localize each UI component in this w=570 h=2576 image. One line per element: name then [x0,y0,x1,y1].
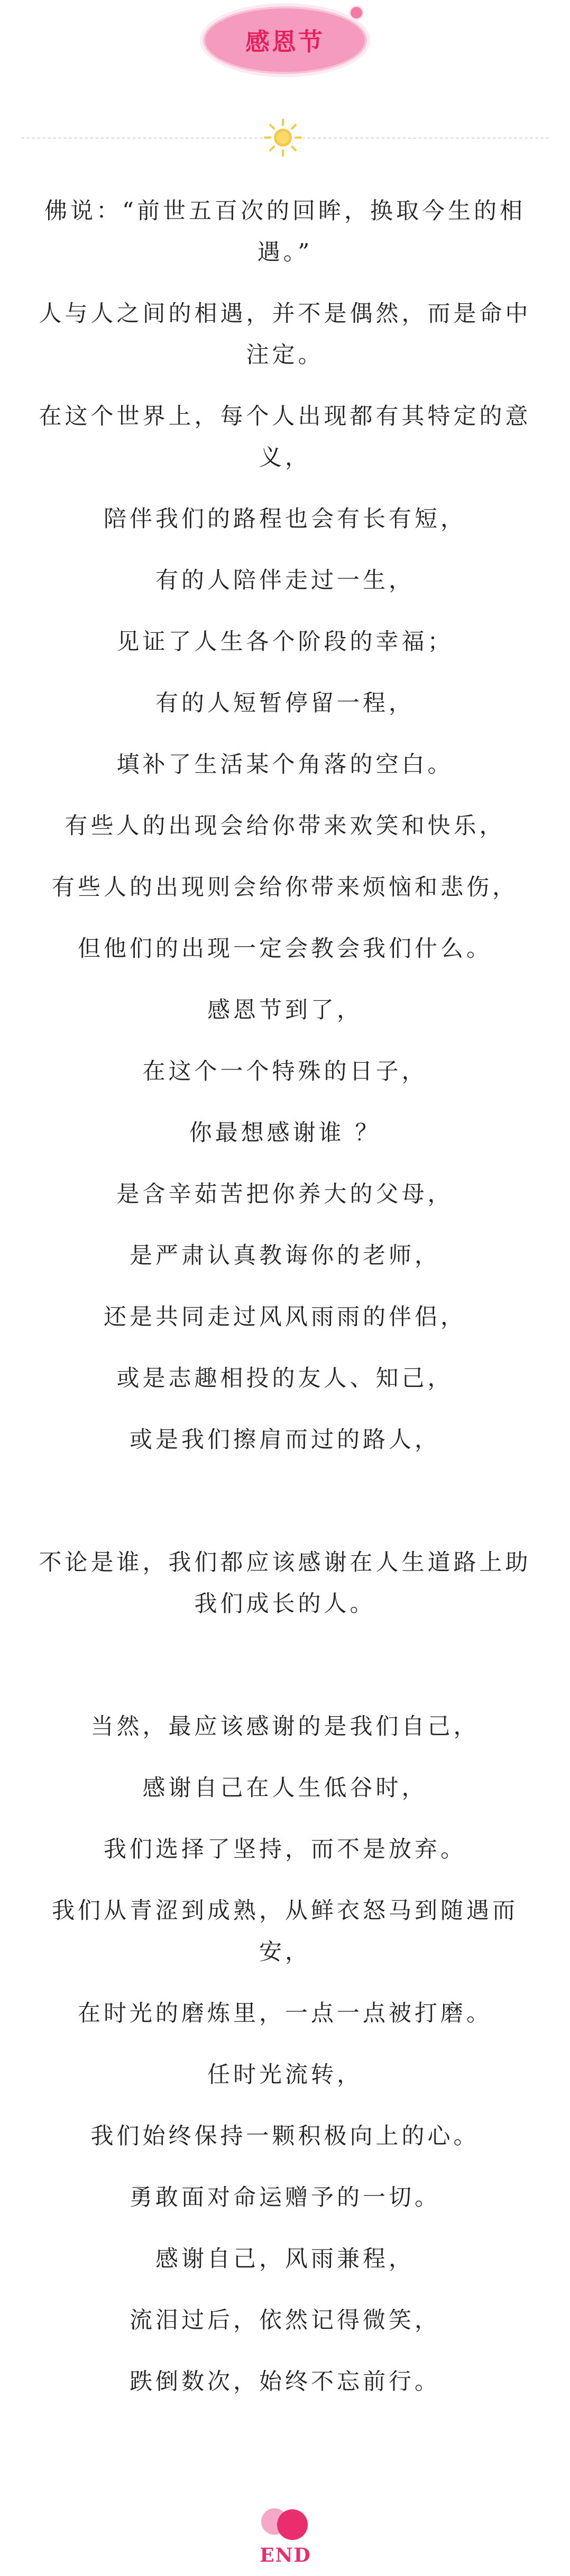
poem-line: 你最想感谢谁 ？ [189,1120,381,1146]
poem-line: 是严肃认真教诲你的老师， [130,1242,440,1269]
poem-line: 勇敢面对命运赠予的一切。 [130,2184,440,2211]
poem-line: 但他们的出现一定会教会我们什么。 [78,936,492,962]
poem-spacer [29,1481,541,1542]
poem-line: 感恩节到了， [207,997,363,1023]
poem-line: 感谢自己在人生低谷时， [142,1775,428,1801]
poem-line: 流泪过后，依然记得微笑， [130,2307,440,2334]
poem-line: 有些人的出现则会给你带来烦恼和悲伤， [52,874,518,901]
poem-line: 见证了人生各个阶段的幸福； [116,629,454,655]
poem-line: 在这个世界上，每个人出现都有其特定的意义， [39,403,531,471]
poem-line: 有些人的出现会给你带来欢笑和快乐， [65,813,505,839]
poem-line: 陪伴我们的路程也会有长有短， [104,506,466,532]
poem-line: 在时光的磨炼里，一点一点被打磨。 [78,2000,492,2027]
badge-dot-icon [349,5,364,20]
sun-icon [263,117,303,158]
poem-line: 我们选择了坚持，而不是放弃。 [104,1836,466,1863]
poem-line: 我们始终保持一颗积极向上的心。 [90,2123,480,2149]
poem-line: 有的人短暂停留一程， [155,690,415,716]
end-label: END [260,2544,311,2566]
poem-line: 还是共同走过风风雨雨的伴侣， [104,1304,466,1330]
poem-line: 不论是谁，我们都应该感谢在人生道路上助我们成长的人。 [39,1549,531,1617]
title-badge [203,6,367,74]
poem-line: 跌倒数次，始终不忘前行。 [130,2369,440,2395]
poem-line: 任时光流转， [207,2062,363,2088]
red-dot-icon [277,2509,308,2540]
page-title: 感恩节 [245,28,325,56]
end-mark [254,2507,317,2571]
poem-line: 当然，最应该感谢的是我们自己， [90,1713,480,1740]
poem-line: 我们从青涩到成熟，从鲜衣怒马到随遇而安， [52,1898,518,1965]
poem-line: 人与人之间的相遇，并不是偶然，而是命中注定。 [39,301,531,368]
poem-spacer [29,1645,541,1706]
poem-line: 在这个一个特殊的日子， [142,1058,428,1085]
header-banner [0,0,570,138]
poem-line: 有的人陪伴走过一生， [155,567,415,594]
poem-line: 感谢自己，风雨兼程， [155,2246,415,2272]
poem-line: 或是志趣相投的友人、知己， [116,1365,454,1392]
poem-line: 是含辛茹苦把你养大的父母， [116,1181,454,1208]
poem-line: 或是我们擦肩而过的路人， [130,1427,440,1453]
poem-line: 佛说：“前世五百次的回眸，换取今生的相遇。” [44,198,526,266]
poem-body [29,191,541,2423]
poem-line: 填补了生活某个角落的空白。 [116,751,454,778]
